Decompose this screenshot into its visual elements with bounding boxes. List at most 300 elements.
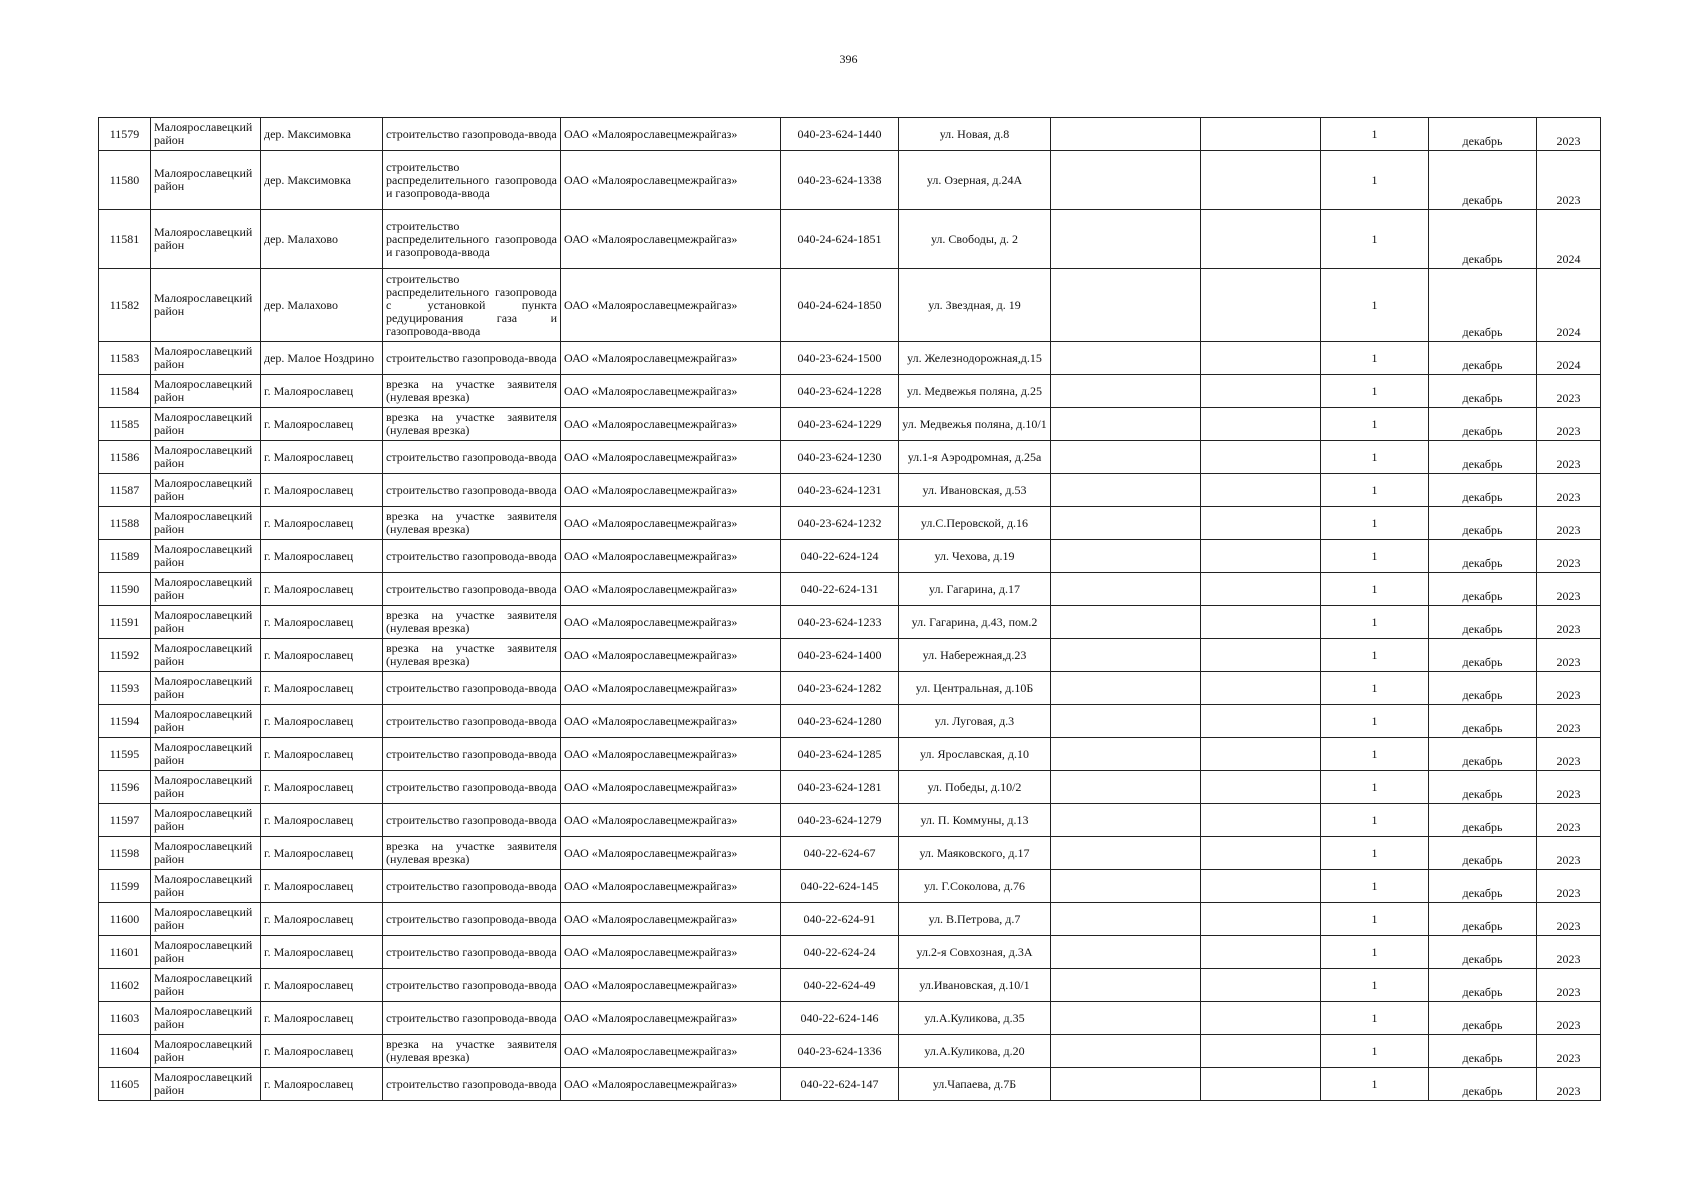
district-cell: Малоярославецкий район (151, 118, 261, 151)
contract-code-cell: 040-23-624-1282 (781, 672, 899, 705)
address-cell: ул. Чехова, д.19 (899, 540, 1051, 573)
quantity-cell: 1 (1321, 269, 1429, 342)
year-cell: 2023 (1537, 151, 1601, 210)
month-cell: декабрь (1429, 606, 1537, 639)
contract-code-cell: 040-22-624-91 (781, 903, 899, 936)
work-type-cell: строительство газопровода-ввода (383, 1002, 561, 1035)
month-cell: декабрь (1429, 375, 1537, 408)
month-cell: декабрь (1429, 705, 1537, 738)
quantity-cell: 1 (1321, 118, 1429, 151)
organization-cell: ОАО «Малоярославецмежрайгаз» (561, 903, 781, 936)
contract-code-cell: 040-24-624-1851 (781, 210, 899, 269)
quantity-cell: 1 (1321, 639, 1429, 672)
quantity-cell: 1 (1321, 969, 1429, 1002)
organization-cell: ОАО «Малоярославецмежрайгаз» (561, 870, 781, 903)
month-cell: декабрь (1429, 1002, 1537, 1035)
table-row (99, 375, 1601, 408)
work-type-cell: строительство газопровода-ввода (383, 672, 561, 705)
year-cell: 2023 (1537, 969, 1601, 1002)
table-row (99, 903, 1601, 936)
empty-cell (1201, 408, 1321, 441)
work-type-cell: строительство газопровода-ввода (383, 441, 561, 474)
district-cell: Малоярославецкий район (151, 408, 261, 441)
row-number: 11585 (99, 408, 151, 441)
quantity-cell: 1 (1321, 837, 1429, 870)
row-number: 11582 (99, 269, 151, 342)
work-type-cell: строительство газопровода-ввода (383, 771, 561, 804)
address-cell: ул. Гагарина, д.43, пом.2 (899, 606, 1051, 639)
row-number: 11586 (99, 441, 151, 474)
contract-code-cell: 040-23-624-1336 (781, 1035, 899, 1068)
month-cell: декабрь (1429, 269, 1537, 342)
organization-cell: ОАО «Малоярославецмежрайгаз» (561, 969, 781, 1002)
month-cell: декабрь (1429, 1068, 1537, 1101)
empty-cell (1051, 269, 1201, 342)
empty-cell (1201, 118, 1321, 151)
row-number: 11605 (99, 1068, 151, 1101)
row-number: 11597 (99, 804, 151, 837)
work-type-cell: строительство газопровода-ввода (383, 705, 561, 738)
settlement-cell: г. Малоярославец (261, 441, 383, 474)
contract-code-cell: 040-22-624-147 (781, 1068, 899, 1101)
district-cell: Малоярославецкий район (151, 375, 261, 408)
settlement-cell: дер. Максимовка (261, 118, 383, 151)
empty-cell (1201, 606, 1321, 639)
year-cell: 2024 (1537, 269, 1601, 342)
work-type-cell: строительство газопровода-ввода (383, 342, 561, 375)
organization-cell: ОАО «Малоярославецмежрайгаз» (561, 705, 781, 738)
address-cell: ул. Озерная, д.24А (899, 151, 1051, 210)
empty-cell (1051, 1068, 1201, 1101)
settlement-cell: г. Малоярославец (261, 903, 383, 936)
settlement-cell: г. Малоярославец (261, 573, 383, 606)
month-cell: декабрь (1429, 408, 1537, 441)
work-type-cell: врезка на участке заявителя (нулевая врезка) (383, 606, 561, 639)
table-row (99, 408, 1601, 441)
quantity-cell: 1 (1321, 540, 1429, 573)
organization-cell: ОАО «Малоярославецмежрайгаз» (561, 672, 781, 705)
empty-cell (1201, 672, 1321, 705)
district-cell: Малоярославецкий район (151, 903, 261, 936)
empty-cell (1051, 705, 1201, 738)
year-cell: 2023 (1537, 507, 1601, 540)
district-cell: Малоярославецкий район (151, 639, 261, 672)
settlement-cell: г. Малоярославец (261, 474, 383, 507)
address-cell: ул. Г.Соколова, д.76 (899, 870, 1051, 903)
quantity-cell: 1 (1321, 151, 1429, 210)
district-cell: Малоярославецкий район (151, 936, 261, 969)
month-cell: декабрь (1429, 151, 1537, 210)
table-row (99, 507, 1601, 540)
empty-cell (1051, 342, 1201, 375)
row-number: 11591 (99, 606, 151, 639)
work-type-cell: врезка на участке заявителя (нулевая врезка) (383, 408, 561, 441)
settlement-cell: г. Малоярославец (261, 738, 383, 771)
contract-code-cell: 040-23-624-1281 (781, 771, 899, 804)
quantity-cell: 1 (1321, 771, 1429, 804)
empty-cell (1051, 474, 1201, 507)
table-row (99, 269, 1601, 342)
row-number: 11593 (99, 672, 151, 705)
empty-cell (1051, 936, 1201, 969)
year-cell: 2023 (1537, 540, 1601, 573)
empty-cell (1051, 870, 1201, 903)
address-cell: ул. Медвежья поляна, д.10/1 (899, 408, 1051, 441)
work-type-cell: строительство газопровода-ввода (383, 1068, 561, 1101)
district-cell: Малоярославецкий район (151, 210, 261, 269)
organization-cell: ОАО «Малоярославецмежрайгаз» (561, 804, 781, 837)
year-cell: 2024 (1537, 342, 1601, 375)
settlement-cell: дер. Малахово (261, 210, 383, 269)
month-cell: декабрь (1429, 507, 1537, 540)
empty-cell (1201, 573, 1321, 606)
work-type-cell: врезка на участке заявителя (нулевая врезка) (383, 375, 561, 408)
year-cell: 2023 (1537, 903, 1601, 936)
month-cell: декабрь (1429, 936, 1537, 969)
contract-code-cell: 040-22-624-146 (781, 1002, 899, 1035)
work-type-cell: строительство распределительного газопровода и газопровода-ввода (383, 210, 561, 269)
address-cell: ул. Ярославская, д.10 (899, 738, 1051, 771)
empty-cell (1051, 118, 1201, 151)
empty-cell (1051, 540, 1201, 573)
empty-cell (1201, 1002, 1321, 1035)
address-cell: ул. Медвежья поляна, д.25 (899, 375, 1051, 408)
table-row (99, 441, 1601, 474)
settlement-cell: г. Малоярославец (261, 969, 383, 1002)
year-cell: 2023 (1537, 573, 1601, 606)
year-cell: 2023 (1537, 1035, 1601, 1068)
address-cell: ул. Победы, д.10/2 (899, 771, 1051, 804)
empty-cell (1051, 1002, 1201, 1035)
table-row (99, 738, 1601, 771)
settlement-cell: г. Малоярославец (261, 507, 383, 540)
row-number: 11588 (99, 507, 151, 540)
table-row (99, 672, 1601, 705)
district-cell: Малоярославецкий район (151, 1002, 261, 1035)
empty-cell (1051, 441, 1201, 474)
quantity-cell: 1 (1321, 936, 1429, 969)
month-cell: декабрь (1429, 474, 1537, 507)
address-cell: ул.2-я Совхозная, д.3А (899, 936, 1051, 969)
empty-cell (1201, 969, 1321, 1002)
empty-cell (1201, 151, 1321, 210)
year-cell: 2023 (1537, 441, 1601, 474)
work-type-cell: строительство газопровода-ввода (383, 118, 561, 151)
contract-code-cell: 040-22-624-49 (781, 969, 899, 1002)
district-cell: Малоярославецкий район (151, 606, 261, 639)
work-type-cell: строительство газопровода-ввода (383, 540, 561, 573)
settlement-cell: г. Малоярославец (261, 1035, 383, 1068)
year-cell: 2023 (1537, 672, 1601, 705)
work-type-cell: врезка на участке заявителя (нулевая врезка) (383, 1035, 561, 1068)
contract-code-cell: 040-22-624-24 (781, 936, 899, 969)
quantity-cell: 1 (1321, 870, 1429, 903)
settlement-cell: дер. Максимовка (261, 151, 383, 210)
settlement-cell: г. Малоярославец (261, 540, 383, 573)
table-body (99, 118, 1601, 1101)
year-cell: 2023 (1537, 639, 1601, 672)
district-cell: Малоярославецкий район (151, 151, 261, 210)
table-row (99, 837, 1601, 870)
district-cell: Малоярославецкий район (151, 441, 261, 474)
empty-cell (1051, 738, 1201, 771)
empty-cell (1201, 441, 1321, 474)
address-cell: ул. П. Коммуны, д.13 (899, 804, 1051, 837)
table-row (99, 1035, 1601, 1068)
district-cell: Малоярославецкий район (151, 1068, 261, 1101)
organization-cell: ОАО «Малоярославецмежрайгаз» (561, 342, 781, 375)
year-cell: 2023 (1537, 738, 1601, 771)
quantity-cell: 1 (1321, 705, 1429, 738)
quantity-cell: 1 (1321, 1068, 1429, 1101)
row-number: 11595 (99, 738, 151, 771)
table-row (99, 870, 1601, 903)
row-number: 11594 (99, 705, 151, 738)
settlement-cell: г. Малоярославец (261, 804, 383, 837)
address-cell: ул.Чапаева, д.7Б (899, 1068, 1051, 1101)
table-row (99, 771, 1601, 804)
organization-cell: ОАО «Малоярославецмежрайгаз» (561, 1002, 781, 1035)
organization-cell: ОАО «Малоярославецмежрайгаз» (561, 507, 781, 540)
empty-cell (1201, 705, 1321, 738)
quantity-cell: 1 (1321, 408, 1429, 441)
contract-code-cell: 040-22-624-67 (781, 837, 899, 870)
work-type-cell: строительство газопровода-ввода (383, 738, 561, 771)
row-number: 11583 (99, 342, 151, 375)
table-row (99, 210, 1601, 269)
row-number: 11581 (99, 210, 151, 269)
year-cell: 2023 (1537, 408, 1601, 441)
row-number: 11600 (99, 903, 151, 936)
row-number: 11589 (99, 540, 151, 573)
table-row (99, 1068, 1601, 1101)
district-cell: Малоярославецкий район (151, 342, 261, 375)
quantity-cell: 1 (1321, 672, 1429, 705)
contract-code-cell: 040-23-624-1285 (781, 738, 899, 771)
organization-cell: ОАО «Малоярославецмежрайгаз» (561, 738, 781, 771)
organization-cell: ОАО «Малоярославецмежрайгаз» (561, 269, 781, 342)
address-cell: ул. Новая, д.8 (899, 118, 1051, 151)
quantity-cell: 1 (1321, 1002, 1429, 1035)
table-row (99, 118, 1601, 151)
empty-cell (1201, 804, 1321, 837)
settlement-cell: г. Малоярославец (261, 375, 383, 408)
month-cell: декабрь (1429, 804, 1537, 837)
address-cell: ул. В.Петрова, д.7 (899, 903, 1051, 936)
work-type-cell: строительство распределительного газопровода и газопровода-ввода (383, 151, 561, 210)
settlement-cell: г. Малоярославец (261, 705, 383, 738)
month-cell: декабрь (1429, 210, 1537, 269)
settlement-cell: г. Малоярославец (261, 936, 383, 969)
table-row (99, 705, 1601, 738)
empty-cell (1201, 738, 1321, 771)
settlement-cell: г. Малоярославец (261, 771, 383, 804)
quantity-cell: 1 (1321, 375, 1429, 408)
district-cell: Малоярославецкий район (151, 269, 261, 342)
month-cell: декабрь (1429, 441, 1537, 474)
organization-cell: ОАО «Малоярославецмежрайгаз» (561, 936, 781, 969)
settlement-cell: дер. Малахово (261, 269, 383, 342)
month-cell: декабрь (1429, 738, 1537, 771)
organization-cell: ОАО «Малоярославецмежрайгаз» (561, 118, 781, 151)
empty-cell (1201, 639, 1321, 672)
contract-code-cell: 040-23-624-1500 (781, 342, 899, 375)
year-cell: 2023 (1537, 1068, 1601, 1101)
row-number: 11584 (99, 375, 151, 408)
gasification-table (98, 117, 1601, 1101)
organization-cell: ОАО «Малоярославецмежрайгаз» (561, 837, 781, 870)
table-row (99, 540, 1601, 573)
contract-code-cell: 040-23-624-1232 (781, 507, 899, 540)
month-cell: декабрь (1429, 342, 1537, 375)
address-cell: ул. Звездная, д. 19 (899, 269, 1051, 342)
district-cell: Малоярославецкий район (151, 771, 261, 804)
district-cell: Малоярославецкий район (151, 837, 261, 870)
row-number: 11590 (99, 573, 151, 606)
gasification-table-sheet (98, 117, 1600, 1101)
settlement-cell: г. Малоярославец (261, 1068, 383, 1101)
quantity-cell: 1 (1321, 804, 1429, 837)
settlement-cell: дер. Малое Ноздрино (261, 342, 383, 375)
month-cell: декабрь (1429, 672, 1537, 705)
contract-code-cell: 040-23-624-1228 (781, 375, 899, 408)
empty-cell (1201, 507, 1321, 540)
settlement-cell: г. Малоярославец (261, 408, 383, 441)
empty-cell (1051, 606, 1201, 639)
month-cell: декабрь (1429, 837, 1537, 870)
work-type-cell: строительство газопровода-ввода (383, 870, 561, 903)
year-cell: 2023 (1537, 804, 1601, 837)
year-cell: 2023 (1537, 606, 1601, 639)
address-cell: ул.С.Перовской, д.16 (899, 507, 1051, 540)
year-cell: 2024 (1537, 210, 1601, 269)
quantity-cell: 1 (1321, 573, 1429, 606)
table-row (99, 639, 1601, 672)
contract-code-cell: 040-22-624-131 (781, 573, 899, 606)
address-cell: ул.1-я Аэродромная, д.25а (899, 441, 1051, 474)
empty-cell (1051, 507, 1201, 540)
empty-cell (1201, 1035, 1321, 1068)
organization-cell: ОАО «Малоярославецмежрайгаз» (561, 474, 781, 507)
contract-code-cell: 040-24-624-1850 (781, 269, 899, 342)
table-row (99, 1002, 1601, 1035)
table-row (99, 936, 1601, 969)
organization-cell: ОАО «Малоярославецмежрайгаз» (561, 639, 781, 672)
empty-cell (1201, 375, 1321, 408)
organization-cell: ОАО «Малоярославецмежрайгаз» (561, 771, 781, 804)
quantity-cell: 1 (1321, 606, 1429, 639)
address-cell: ул. Центральная, д.10Б (899, 672, 1051, 705)
address-cell: ул. Гагарина, д.17 (899, 573, 1051, 606)
contract-code-cell: 040-23-624-1231 (781, 474, 899, 507)
work-type-cell: строительство газопровода-ввода (383, 969, 561, 1002)
table-row (99, 151, 1601, 210)
settlement-cell: г. Малоярославец (261, 1002, 383, 1035)
year-cell: 2023 (1537, 936, 1601, 969)
work-type-cell: врезка на участке заявителя (нулевая врезка) (383, 639, 561, 672)
row-number: 11596 (99, 771, 151, 804)
row-number: 11603 (99, 1002, 151, 1035)
year-cell: 2023 (1537, 837, 1601, 870)
district-cell: Малоярославецкий район (151, 738, 261, 771)
row-number: 11592 (99, 639, 151, 672)
month-cell: декабрь (1429, 870, 1537, 903)
work-type-cell: строительство газопровода-ввода (383, 573, 561, 606)
contract-code-cell: 040-23-624-1279 (781, 804, 899, 837)
empty-cell (1201, 210, 1321, 269)
organization-cell: ОАО «Малоярославецмежрайгаз» (561, 1035, 781, 1068)
table-row (99, 606, 1601, 639)
empty-cell (1201, 903, 1321, 936)
year-cell: 2023 (1537, 870, 1601, 903)
quantity-cell: 1 (1321, 474, 1429, 507)
organization-cell: ОАО «Малоярославецмежрайгаз» (561, 606, 781, 639)
district-cell: Малоярославецкий район (151, 474, 261, 507)
work-type-cell: строительство газопровода-ввода (383, 804, 561, 837)
month-cell: декабрь (1429, 969, 1537, 1002)
empty-cell (1051, 804, 1201, 837)
month-cell: декабрь (1429, 903, 1537, 936)
settlement-cell: г. Малоярославец (261, 672, 383, 705)
contract-code-cell: 040-22-624-145 (781, 870, 899, 903)
year-cell: 2023 (1537, 118, 1601, 151)
contract-code-cell: 040-23-624-1230 (781, 441, 899, 474)
address-cell: ул. Маяковского, д.17 (899, 837, 1051, 870)
contract-code-cell: 040-23-624-1233 (781, 606, 899, 639)
empty-cell (1051, 573, 1201, 606)
settlement-cell: г. Малоярославец (261, 837, 383, 870)
address-cell: ул.А.Куликова, д.35 (899, 1002, 1051, 1035)
year-cell: 2023 (1537, 375, 1601, 408)
address-cell: ул.Ивановская, д.10/1 (899, 969, 1051, 1002)
contract-code-cell: 040-23-624-1280 (781, 705, 899, 738)
contract-code-cell: 040-23-624-1338 (781, 151, 899, 210)
address-cell: ул. Железнодорожная,д.15 (899, 342, 1051, 375)
row-number: 11580 (99, 151, 151, 210)
empty-cell (1201, 342, 1321, 375)
year-cell: 2023 (1537, 705, 1601, 738)
district-cell: Малоярославецкий район (151, 507, 261, 540)
row-number: 11599 (99, 870, 151, 903)
month-cell: декабрь (1429, 1035, 1537, 1068)
quantity-cell: 1 (1321, 507, 1429, 540)
page-number: 396 (839, 52, 858, 66)
row-number: 11579 (99, 118, 151, 151)
district-cell: Малоярославецкий район (151, 540, 261, 573)
settlement-cell: г. Малоярославец (261, 639, 383, 672)
work-type-cell: строительство газопровода-ввода (383, 936, 561, 969)
address-cell: ул. Ивановская, д.53 (899, 474, 1051, 507)
organization-cell: ОАО «Малоярославецмежрайгаз» (561, 151, 781, 210)
district-cell: Малоярославецкий район (151, 1035, 261, 1068)
table-row (99, 804, 1601, 837)
organization-cell: ОАО «Малоярославецмежрайгаз» (561, 441, 781, 474)
quantity-cell: 1 (1321, 738, 1429, 771)
quantity-cell: 1 (1321, 441, 1429, 474)
address-cell: ул. Свободы, д. 2 (899, 210, 1051, 269)
empty-cell (1051, 375, 1201, 408)
settlement-cell: г. Малоярославец (261, 870, 383, 903)
quantity-cell: 1 (1321, 210, 1429, 269)
month-cell: декабрь (1429, 771, 1537, 804)
month-cell: декабрь (1429, 540, 1537, 573)
empty-cell (1201, 269, 1321, 342)
quantity-cell: 1 (1321, 903, 1429, 936)
empty-cell (1051, 837, 1201, 870)
empty-cell (1051, 210, 1201, 269)
address-cell: ул. Набережная,д.23 (899, 639, 1051, 672)
address-cell: ул. Луговая, д.3 (899, 705, 1051, 738)
